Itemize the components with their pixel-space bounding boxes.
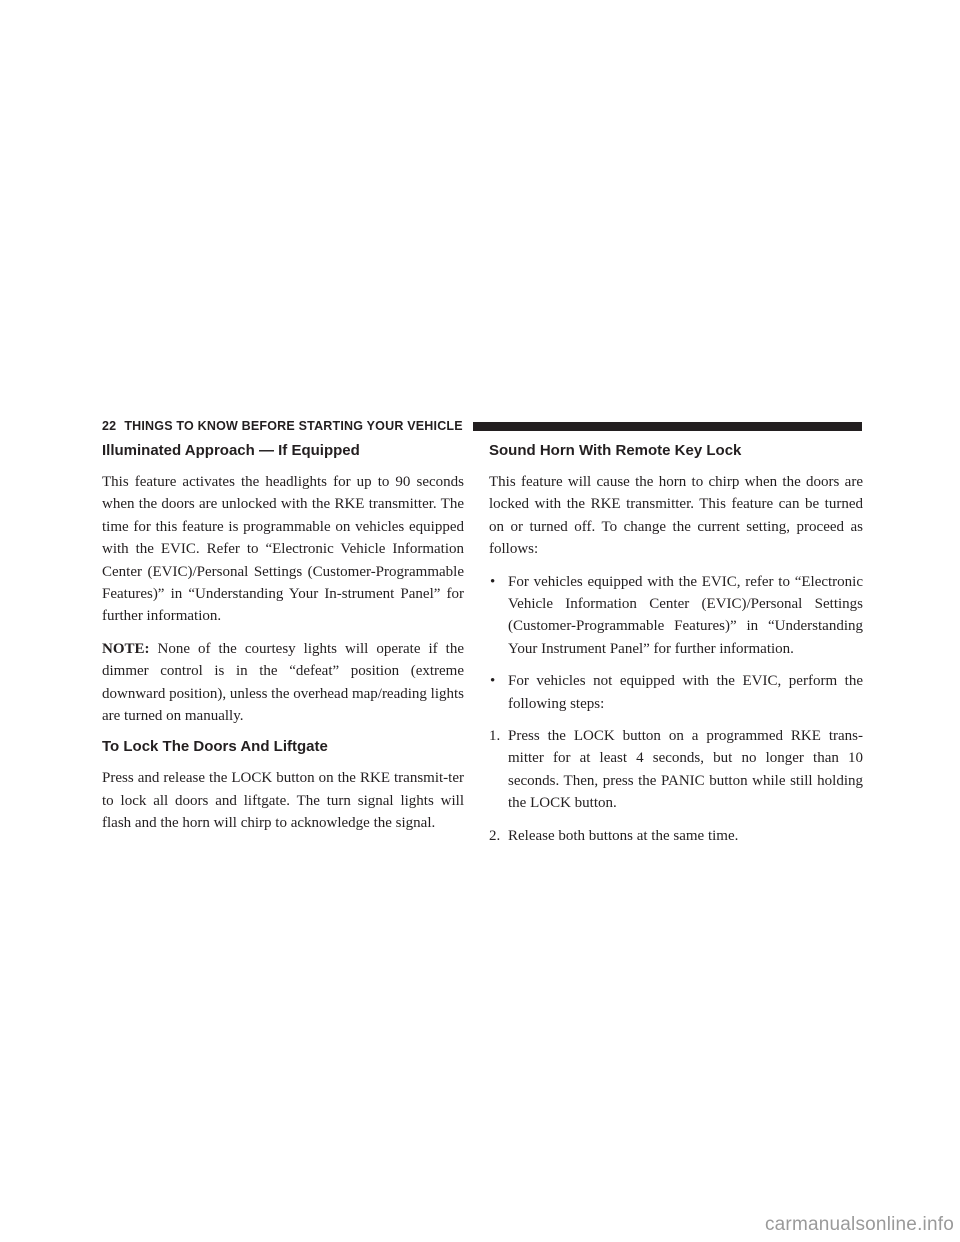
header-rule (473, 422, 862, 431)
bullet-text: For vehicles not equipped with the EVIC, perform the following steps: (508, 673, 863, 712)
step-text: Press the LOCK button on a programmed RKE trans-mitter for at least 4 seconds, but no longer than 10 seconds. Then, press the PANIC button while still holding the LOCK button. (508, 728, 863, 812)
note-paragraph (102, 638, 464, 728)
step-number: 1. (489, 728, 501, 745)
bullet-text: For vehicles equipped with the EVIC, refer to “Electronic Vehicle Information Center (EVIC)/Personal Settings (Customer-Programmable Features)” in “Understanding Your Instrument Panel” for further information. (508, 573, 863, 657)
step-number: 2. (489, 827, 501, 844)
note-text: None of the courtesy lights will operate if the dimmer control is in the “defeat” position (extreme downward position), unless the overhead map/reading lights are turned on manually. (102, 640, 465, 725)
section-title: THINGS TO KNOW BEFORE STARTING YOUR VEHICLE (124, 419, 463, 433)
sound-horn-heading: Sound Horn With Remote Key Lock (489, 442, 742, 459)
step-text: Release both buttons at the same time. (508, 827, 739, 844)
lock-doors-paragraph: Press and release the LOCK button on the RKE transmit-ter to lock all doors and liftgate. The turn signal lights will flash and the horn will chirp to acknowledge the signal. (102, 770, 464, 832)
page-header (102, 418, 862, 434)
illuminated-approach-heading: Illuminated Approach — If Equipped (102, 442, 360, 459)
watermark: carmanualsonline.info (764, 1214, 954, 1235)
bullet-item (489, 670, 863, 715)
page-number: 22 (102, 419, 117, 433)
illuminated-approach-paragraph: This feature activates the headlights for up to 90 seconds when the doors are unlocked with the RKE transmitter. The time for this feature is programmable on vehicles equipped with the EVIC. Refer to “Electronic Vehicle Information Center (EVIC)/Personal Settings (Customer-Programmable Features)” in “Understanding Your In-strument Panel” for further information. (102, 474, 464, 625)
step-item (489, 825, 863, 847)
bullet-icon: • (490, 573, 496, 590)
lock-doors-heading: To Lock The Doors And Liftgate (102, 738, 328, 756)
right-column (489, 441, 863, 857)
step-item (489, 725, 863, 815)
left-column (102, 441, 464, 845)
bullet-icon: • (490, 673, 496, 690)
bullet-item (489, 571, 863, 661)
note-label: NOTE: (102, 640, 150, 657)
sound-horn-intro: This feature will cause the horn to chirp when the doors are locked with the RKE transmitter. This feature can be turned on or turned off. To change the current setting, proceed as follows: (489, 474, 863, 558)
